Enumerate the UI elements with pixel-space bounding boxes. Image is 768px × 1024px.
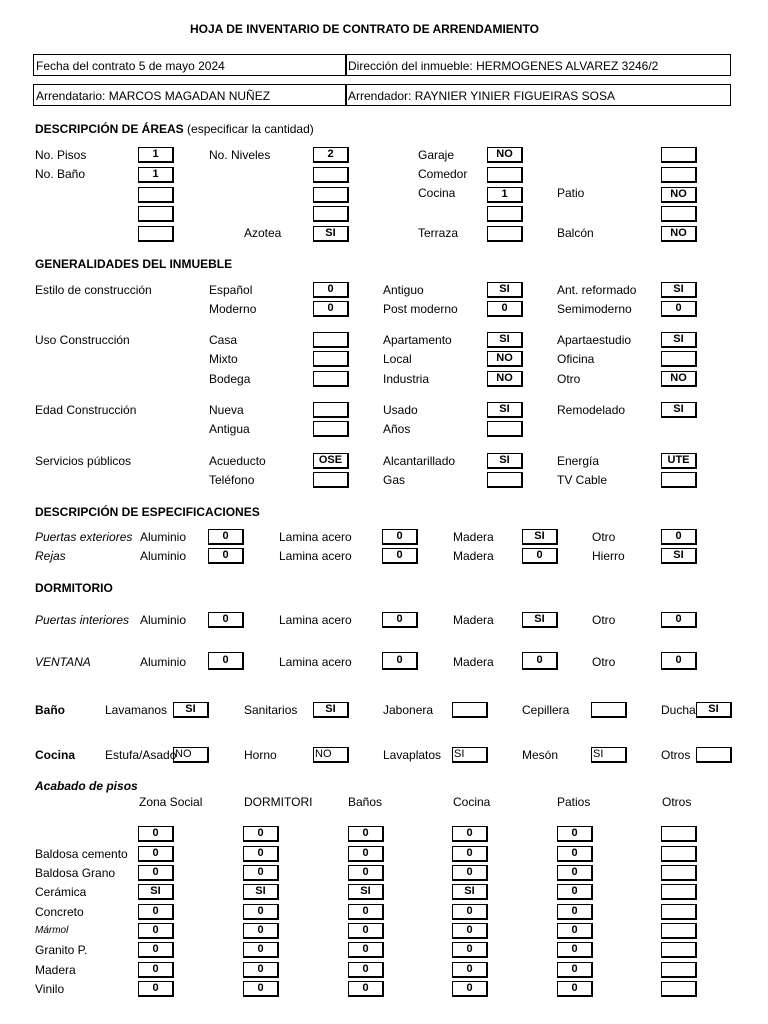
value-patio[interactable]: NO <box>661 187 697 203</box>
value-industria[interactable]: NO <box>487 371 523 387</box>
tenant-name: Arrendatario: MARCOS MAGADAN NUÑEZ <box>33 84 347 106</box>
label-lavaplatos: Lavaplatos <box>383 748 442 762</box>
value-garaje[interactable]: NO <box>487 147 523 163</box>
pisos-value-box[interactable] <box>661 865 697 881</box>
value-box[interactable] <box>313 187 349 203</box>
label-madera: Madera <box>453 655 494 669</box>
pisos-value-box[interactable] <box>661 981 697 997</box>
value-otros[interactable] <box>696 747 732 763</box>
value-box[interactable] <box>313 206 349 222</box>
label-puertas-int: Puertas interiores <box>35 613 130 627</box>
value-cepillera[interactable] <box>591 702 627 718</box>
label-espanol: Español <box>209 283 253 297</box>
value-remodelado[interactable]: SI <box>661 402 697 418</box>
label-otro: Otro <box>592 613 616 627</box>
pisos-value-box[interactable]: 0 <box>557 826 593 842</box>
document-title: HOJA DE INVENTARIO DE CONTRATO DE ARRENDAMIENTO <box>190 22 539 36</box>
label-edad: Edad Construcción <box>35 403 137 417</box>
pisos-value-box[interactable] <box>661 962 697 978</box>
label-lamina: Lamina acero <box>279 613 352 627</box>
label-uso: Uso Construcción <box>35 333 130 347</box>
label-estilo: Estilo de construcción <box>35 283 152 297</box>
pisos-value-box[interactable]: 0 <box>557 942 593 958</box>
value-espanol[interactable]: 0 <box>313 282 349 298</box>
pisos-value-box[interactable]: 0 <box>348 981 384 997</box>
label-antiguo: Antiguo <box>383 283 424 297</box>
pisos-value-box[interactable]: SI <box>348 884 384 900</box>
pisos-value-box[interactable]: 0 <box>348 826 384 842</box>
label-aluminio: Aluminio <box>140 613 187 627</box>
label-jabonera: Jabonera <box>383 703 434 717</box>
value-alcantarillado[interactable]: SI <box>487 453 523 469</box>
pisos-row-label: Baldosa Grano <box>35 866 116 880</box>
pisos-row-label: Cerámica <box>35 885 87 899</box>
pisos-value-box[interactable]: 0 <box>452 942 488 958</box>
value-box[interactable] <box>661 167 697 183</box>
value-box[interactable] <box>661 206 697 222</box>
label-patio: Patio <box>557 186 585 200</box>
pisos-value-box[interactable]: 0 <box>243 942 279 958</box>
label-bano: No. Baño <box>35 167 86 181</box>
label-aluminio: Aluminio <box>140 655 187 669</box>
especificaciones-heading: DESCRIPCIÓN DE ESPECIFICACIONES <box>35 505 260 519</box>
pisos-row-label: Granito P. <box>35 943 88 957</box>
label-servicios: Servicios públicos <box>35 454 132 468</box>
pisos-column-header: Otros <box>662 795 692 809</box>
label-gas: Gas <box>383 473 406 487</box>
label-otro: Otro <box>592 530 616 544</box>
pisos-row-label: Mármol <box>35 925 69 936</box>
label-usado: Usado <box>383 403 418 417</box>
label-lamina: Lamina acero <box>279 655 352 669</box>
pisos-value-box[interactable]: 0 <box>452 923 488 939</box>
pisos-value-box[interactable]: 0 <box>452 826 488 842</box>
label-apartamento: Apartamento <box>383 333 452 347</box>
label-local: Local <box>383 352 412 366</box>
label-aluminio: Aluminio <box>140 530 187 544</box>
value-niveles[interactable]: 2 <box>313 147 349 163</box>
pisos-value-box[interactable]: 0 <box>452 846 488 862</box>
pisos-value-box[interactable]: 0 <box>348 865 384 881</box>
value-horno[interactable]: NO <box>313 747 349 763</box>
pisos-value-box[interactable] <box>661 846 697 862</box>
label-madera: Madera <box>453 549 494 563</box>
contract-date: Fecha del contrato 5 de mayo 2024 <box>33 54 347 76</box>
pisos-value-box[interactable]: 0 <box>348 904 384 920</box>
value-pe-otro[interactable]: 0 <box>661 529 697 545</box>
pisos-value-box[interactable] <box>661 923 697 939</box>
label-azotea: Azotea <box>244 226 282 240</box>
label-madera: Madera <box>453 613 494 627</box>
value-semimoderno[interactable]: 0 <box>661 301 697 317</box>
value-jabonera[interactable] <box>452 702 488 718</box>
value-estufa[interactable]: NO <box>173 747 209 763</box>
value-pe-madera[interactable]: SI <box>522 529 558 545</box>
value-gas[interactable] <box>487 472 523 488</box>
value-oficina[interactable] <box>661 351 697 367</box>
label-casa: Casa <box>209 333 238 347</box>
pisos-value-box[interactable]: 0 <box>243 923 279 939</box>
pisos-value-box[interactable]: 0 <box>243 846 279 862</box>
pisos-value-box[interactable]: 0 <box>348 942 384 958</box>
value-vn-madera[interactable]: 0 <box>522 652 558 670</box>
pisos-value-box[interactable]: 0 <box>557 884 593 900</box>
value-rj-madera[interactable]: 0 <box>522 548 558 564</box>
value-balcon[interactable]: NO <box>661 226 697 242</box>
generalidades-heading: GENERALIDADES DEL INMUEBLE <box>35 257 233 271</box>
pisos-value-box[interactable]: 0 <box>138 981 174 997</box>
pisos-value-box[interactable]: 0 <box>557 962 593 978</box>
label-estufa: Estufa/Asado <box>105 748 177 762</box>
value-usado[interactable]: SI <box>487 402 523 418</box>
pisos-row-label: Concreto <box>35 905 84 919</box>
pisos-value-box[interactable]: 0 <box>138 962 174 978</box>
label-tvcable: TV Cable <box>557 473 608 487</box>
label-lamina: Lamina acero <box>279 530 352 544</box>
value-vn-aluminio[interactable]: 0 <box>208 652 244 670</box>
value-pi-otro[interactable]: 0 <box>661 612 697 628</box>
pisos-row-label: Vinilo <box>35 982 65 996</box>
label-oficina: Oficina <box>557 352 595 366</box>
value-box[interactable] <box>487 206 523 222</box>
pisos-value-box[interactable]: 0 <box>138 865 174 881</box>
pisos-value-box[interactable]: 0 <box>348 846 384 862</box>
label-horno: Horno <box>244 748 277 762</box>
label-garaje: Garaje <box>418 148 455 162</box>
label-rejas: Rejas <box>35 549 66 563</box>
pisos-value-box[interactable]: 0 <box>243 962 279 978</box>
value-postmoderno[interactable]: 0 <box>487 301 523 317</box>
value-sanitarios[interactable]: SI <box>313 702 349 718</box>
value-box[interactable] <box>661 147 697 163</box>
pisos-value-box[interactable]: 0 <box>348 962 384 978</box>
pisos-value-box[interactable]: 0 <box>557 846 593 862</box>
pisos-value-box[interactable]: 0 <box>138 942 174 958</box>
label-cocina: Cocina <box>418 186 456 200</box>
value-tvcable[interactable] <box>661 472 697 488</box>
value-otro[interactable]: NO <box>661 371 697 387</box>
value-azotea[interactable]: SI <box>313 226 349 242</box>
pisos-value-box[interactable]: 0 <box>243 865 279 881</box>
label-madera: Madera <box>453 530 494 544</box>
pisos-value-box[interactable]: 0 <box>557 865 593 881</box>
pisos-value-box[interactable] <box>661 826 697 842</box>
label-otro: Otro <box>557 372 581 386</box>
value-rj-aluminio[interactable]: 0 <box>208 548 244 564</box>
pisos-column-header: Patios <box>557 795 591 809</box>
label-otros: Otros <box>661 748 691 762</box>
value-vn-lamina[interactable]: 0 <box>382 652 418 670</box>
label-alcantarillado: Alcantarillado <box>383 454 456 468</box>
label-industria: Industria <box>383 372 430 386</box>
cocina-heading: Cocina <box>35 748 76 762</box>
value-bano[interactable]: 1 <box>138 167 174 183</box>
value-telefono[interactable] <box>313 472 349 488</box>
value-box[interactable] <box>313 167 349 183</box>
pisos-value-box[interactable]: 0 <box>138 923 174 939</box>
value-comedor[interactable] <box>487 167 523 183</box>
value-pi-madera[interactable]: SI <box>522 612 558 628</box>
label-sanitarios: Sanitarios <box>244 703 298 717</box>
pisos-heading: Acabado de pisos <box>35 779 138 793</box>
label-aluminio: Aluminio <box>140 549 187 563</box>
pisos-value-box[interactable]: 0 <box>138 826 174 842</box>
pisos-value-box[interactable]: 0 <box>557 981 593 997</box>
label-energia: Energía <box>557 454 600 468</box>
value-mixto[interactable] <box>313 351 349 367</box>
label-antref: Ant. reformado <box>557 283 637 297</box>
pisos-row-label: Baldosa cemento <box>35 847 128 861</box>
pisos-value-box[interactable]: SI <box>138 884 174 900</box>
value-pi-aluminio[interactable]: 0 <box>208 612 244 628</box>
pisos-value-box[interactable]: 0 <box>243 981 279 997</box>
label-semimoderno: Semimoderno <box>557 302 632 316</box>
dormitorio-heading: DORMITORIO <box>35 581 113 595</box>
label-apartaestudio: Apartaestudio <box>557 333 632 347</box>
pisos-column-header: Baños <box>348 795 383 809</box>
value-local[interactable]: NO <box>487 351 523 367</box>
label-ducha: Ducha <box>661 703 696 717</box>
label-lavamanos: Lavamanos <box>105 703 168 717</box>
value-ducha[interactable]: SI <box>696 702 732 718</box>
label-remodelado: Remodelado <box>557 403 626 417</box>
value-apartamento[interactable]: SI <box>487 332 523 348</box>
pisos-value-box[interactable] <box>661 942 697 958</box>
landlord-name: Arrendador: RAYNIER YINIER FIGUEIRAS SOSA <box>345 84 731 106</box>
value-terraza[interactable] <box>487 226 523 242</box>
label-niveles: No. Niveles <box>209 148 271 162</box>
label-nueva: Nueva <box>209 403 244 417</box>
value-anos[interactable] <box>487 421 523 437</box>
pisos-value-box[interactable]: 0 <box>243 904 279 920</box>
label-bodega: Bodega <box>209 372 251 386</box>
pisos-value-box[interactable] <box>661 884 697 900</box>
label-telefono: Teléfono <box>209 473 255 487</box>
value-acueducto[interactable]: OSE <box>313 453 349 469</box>
value-antiguo[interactable]: SI <box>487 282 523 298</box>
value-rj-hierro[interactable]: SI <box>661 548 697 564</box>
value-lavaplatos[interactable]: SI <box>452 747 488 763</box>
value-antref[interactable]: SI <box>661 282 697 298</box>
value-moderno[interactable]: 0 <box>313 301 349 317</box>
pisos-value-box[interactable]: SI <box>452 884 488 900</box>
value-box[interactable] <box>138 187 174 203</box>
value-pisos[interactable]: 1 <box>138 147 174 163</box>
value-bodega[interactable] <box>313 371 349 387</box>
label-lamina: Lamina acero <box>279 549 352 563</box>
label-meson: Mesón <box>522 748 559 762</box>
bano-heading: Baño <box>35 703 65 717</box>
pisos-value-box[interactable]: 0 <box>138 846 174 862</box>
pisos-value-box[interactable]: 0 <box>138 904 174 920</box>
label-cepillera: Cepillera <box>522 703 570 717</box>
value-casa[interactable] <box>313 332 349 348</box>
pisos-value-box[interactable]: 0 <box>243 826 279 842</box>
label-pisos: No. Pisos <box>35 148 87 162</box>
value-cocina[interactable]: 1 <box>487 187 523 203</box>
property-address: Dirección del inmueble: HERMOGENES ALVAREZ 3246/2 <box>345 54 731 76</box>
pisos-column-header: Cocina <box>453 795 491 809</box>
areas-heading: DESCRIPCIÓN DE ÁREAS (especificar la cantidad) <box>35 122 314 136</box>
pisos-row-label: Madera <box>35 963 76 977</box>
pisos-value-box[interactable]: SI <box>243 884 279 900</box>
label-mixto: Mixto <box>209 352 238 366</box>
label-acueducto: Acueducto <box>209 454 266 468</box>
value-vn-otro[interactable]: 0 <box>661 652 697 670</box>
label-balcon: Balcón <box>557 226 594 240</box>
label-anos: Años <box>383 422 411 436</box>
pisos-value-box[interactable]: 0 <box>557 923 593 939</box>
value-meson[interactable]: SI <box>591 747 627 763</box>
pisos-value-box[interactable]: 0 <box>452 981 488 997</box>
label-otro: Otro <box>592 655 616 669</box>
label-antigua: Antigua <box>209 422 250 436</box>
value-box[interactable] <box>138 206 174 222</box>
label-terraza: Terraza <box>418 226 459 240</box>
pisos-value-box[interactable]: 0 <box>557 904 593 920</box>
value-pe-lamina[interactable]: 0 <box>382 529 418 545</box>
value-apartaestudio[interactable]: SI <box>661 332 697 348</box>
value-nueva[interactable] <box>313 402 349 418</box>
label-ventana: VENTANA <box>35 655 91 669</box>
value-lavamanos[interactable]: SI <box>173 702 209 718</box>
value-pe-aluminio[interactable]: 0 <box>208 529 244 545</box>
label-postmoderno: Post moderno <box>383 302 458 316</box>
pisos-value-box[interactable]: 0 <box>452 962 488 978</box>
value-pi-lamina[interactable]: 0 <box>382 612 418 628</box>
label-hierro: Hierro <box>592 549 625 563</box>
pisos-column-header: DORMITORI <box>244 795 313 809</box>
label-moderno: Moderno <box>209 302 257 316</box>
value-box[interactable] <box>138 226 174 242</box>
value-antigua[interactable] <box>313 421 349 437</box>
pisos-value-box[interactable] <box>661 904 697 920</box>
pisos-value-box[interactable]: 0 <box>452 904 488 920</box>
label-puertas-ext: Puertas exteriores <box>35 530 133 544</box>
pisos-column-header: Zona Social <box>139 795 203 809</box>
value-energia[interactable]: UTE <box>661 453 697 469</box>
value-rj-lamina[interactable]: 0 <box>382 548 418 564</box>
pisos-value-box[interactable]: 0 <box>348 923 384 939</box>
label-comedor: Comedor <box>418 167 468 181</box>
pisos-value-box[interactable]: 0 <box>452 865 488 881</box>
